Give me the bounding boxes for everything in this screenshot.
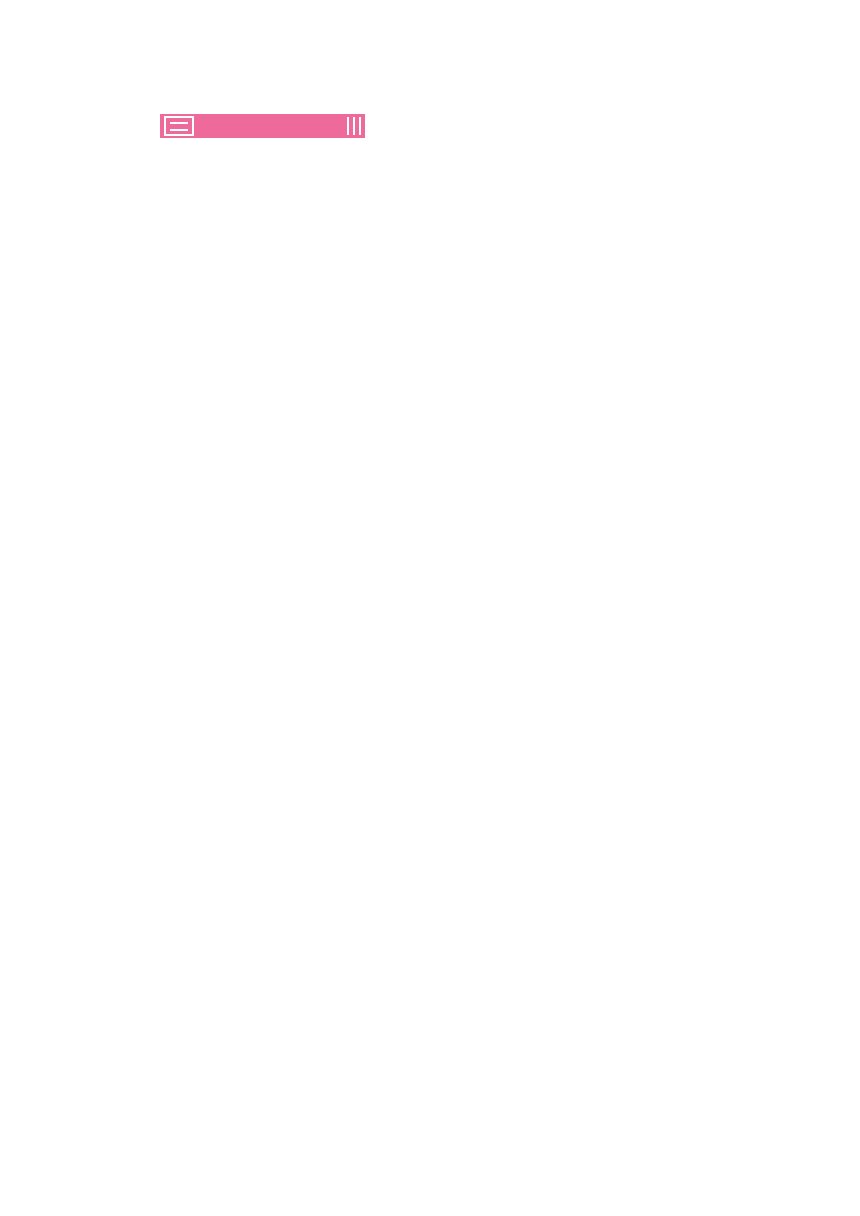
section-header (160, 114, 365, 138)
section-two-icon (164, 116, 194, 136)
section-banner (160, 114, 365, 138)
banner-stripes-icon (347, 117, 361, 135)
document-content (130, 104, 730, 149)
